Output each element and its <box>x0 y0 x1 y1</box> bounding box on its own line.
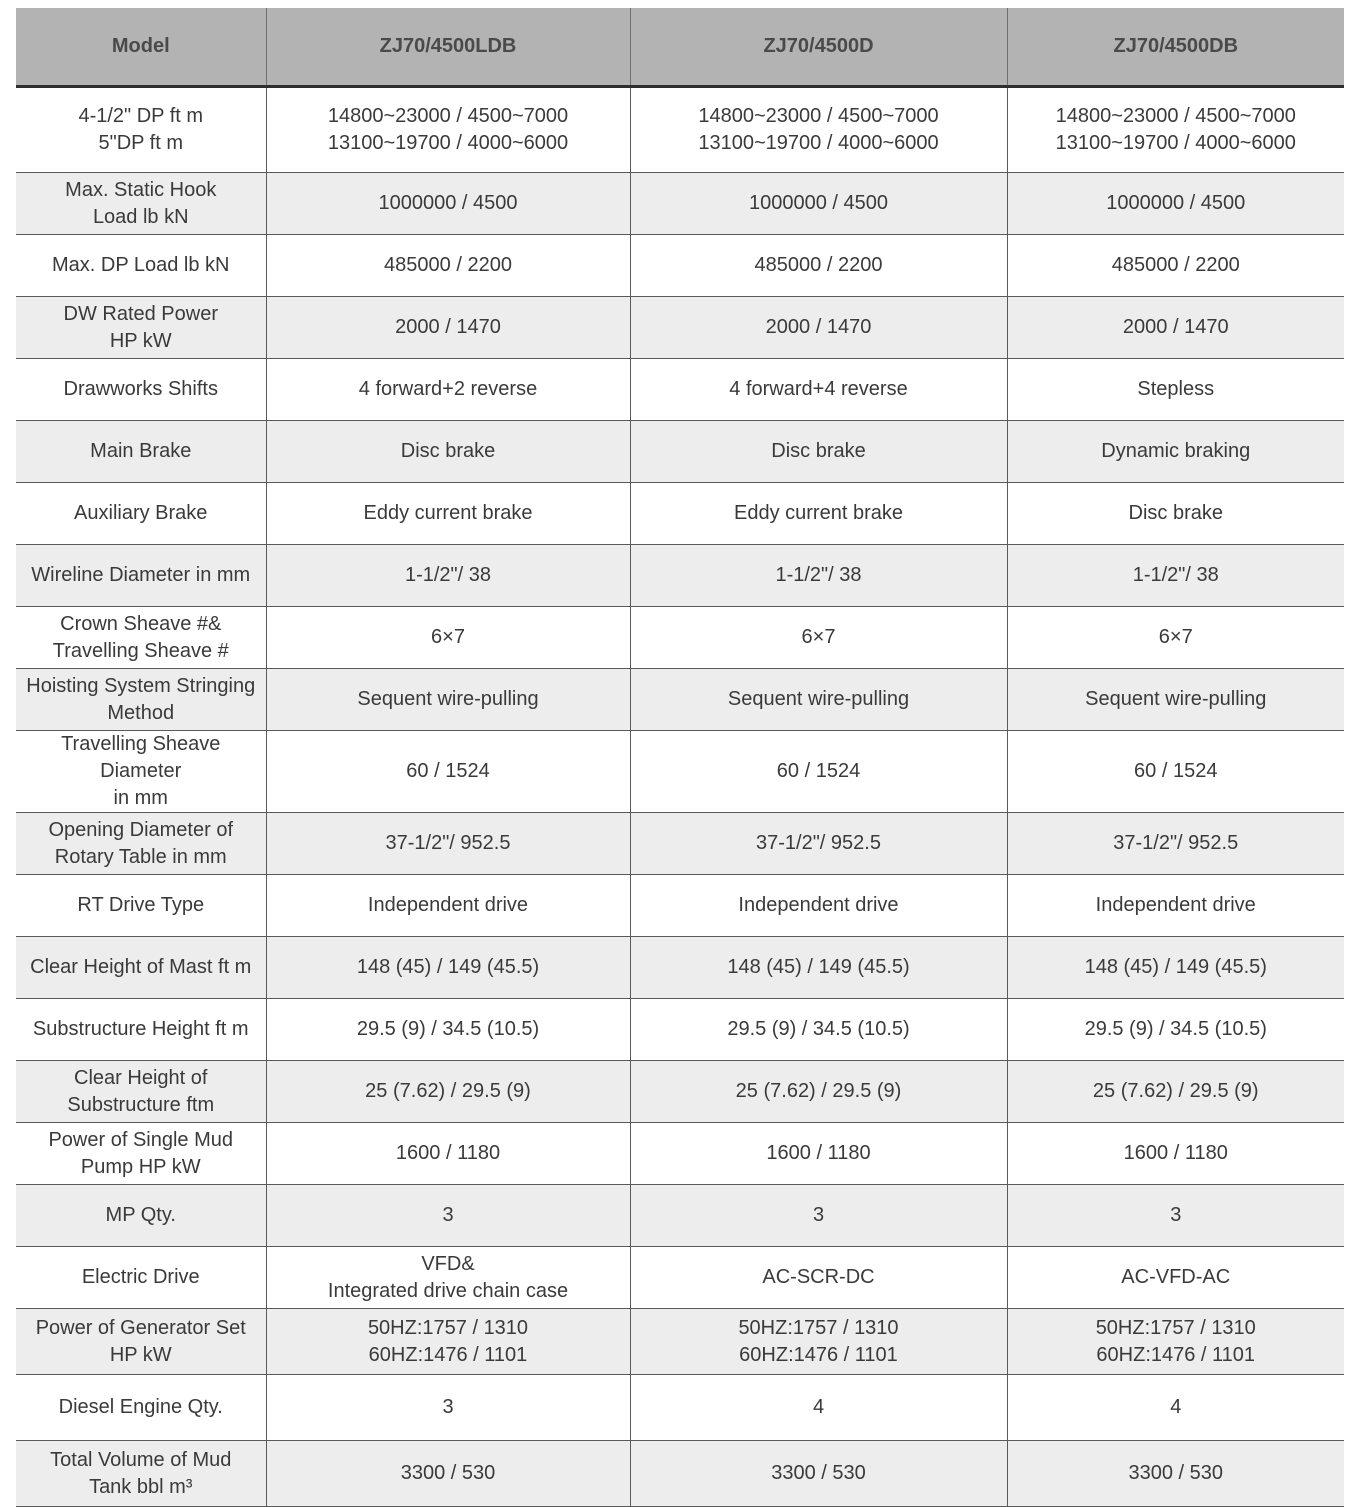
cell-zj70-4500d: Disc brake <box>630 421 1007 483</box>
cell-zj70-4500d: 50HZ:1757 / 1310 60HZ:1476 / 1101 <box>630 1309 1007 1375</box>
row-label: Main Brake <box>16 421 266 483</box>
header-zj70-4500db: ZJ70/4500DB <box>1007 8 1344 87</box>
row-label: Travelling Sheave Diameter in mm <box>16 731 266 813</box>
cell-zj70-4500db: 485000 / 2200 <box>1007 235 1344 297</box>
cell-zj70-4500d: Independent drive <box>630 875 1007 937</box>
table-row <box>16 813 1344 875</box>
table-row <box>16 483 1344 545</box>
table-row <box>16 545 1344 607</box>
cell-zj70-4500d: AC-SCR-DC <box>630 1247 1007 1309</box>
row-label: MP Qty. <box>16 1185 266 1247</box>
cell-zj70-4500d: 3300 / 530 <box>630 1441 1007 1507</box>
cell-zj70-4500db: 2000 / 1470 <box>1007 297 1344 359</box>
cell-zj70-4500ldb: 60 / 1524 <box>266 731 630 813</box>
row-label: Auxiliary Brake <box>16 483 266 545</box>
cell-zj70-4500d: 2000 / 1470 <box>630 297 1007 359</box>
cell-zj70-4500d: 14800~23000 / 4500~7000 13100~19700 / 4000~6000 <box>630 87 1007 173</box>
cell-zj70-4500ldb: 2000 / 1470 <box>266 297 630 359</box>
cell-zj70-4500ldb: 37-1/2"/ 952.5 <box>266 813 630 875</box>
table-row <box>16 297 1344 359</box>
row-label: RT Drive Type <box>16 875 266 937</box>
row-label: Power of Single Mud Pump HP kW <box>16 1123 266 1185</box>
table-header <box>16 8 1344 87</box>
cell-zj70-4500ldb: 1000000 / 4500 <box>266 173 630 235</box>
cell-zj70-4500d: 3 <box>630 1185 1007 1247</box>
cell-zj70-4500ldb: Independent drive <box>266 875 630 937</box>
cell-zj70-4500d: 1-1/2"/ 38 <box>630 545 1007 607</box>
table-row <box>16 875 1344 937</box>
row-label: DW Rated Power HP kW <box>16 297 266 359</box>
cell-zj70-4500ldb: VFD& Integrated drive chain case <box>266 1247 630 1309</box>
cell-zj70-4500db: 50HZ:1757 / 1310 60HZ:1476 / 1101 <box>1007 1309 1344 1375</box>
row-label: Substructure Height ft m <box>16 999 266 1061</box>
table-row <box>16 1247 1344 1309</box>
table-row <box>16 1441 1344 1507</box>
row-label: Wireline Diameter in mm <box>16 545 266 607</box>
cell-zj70-4500ldb: 1-1/2"/ 38 <box>266 545 630 607</box>
cell-zj70-4500d: Eddy current brake <box>630 483 1007 545</box>
cell-zj70-4500d: 148 (45) / 149 (45.5) <box>630 937 1007 999</box>
cell-zj70-4500ldb: 14800~23000 / 4500~7000 13100~19700 / 4000~6000 <box>266 87 630 173</box>
spec-table <box>16 8 1344 1507</box>
cell-zj70-4500ldb: 6×7 <box>266 607 630 669</box>
cell-zj70-4500ldb: 148 (45) / 149 (45.5) <box>266 937 630 999</box>
header-zj70-4500d: ZJ70/4500D <box>630 8 1007 87</box>
table-row <box>16 1061 1344 1123</box>
cell-zj70-4500ldb: 3 <box>266 1375 630 1441</box>
row-label: Clear Height of Substructure ftm <box>16 1061 266 1123</box>
cell-zj70-4500ldb: 4 forward+2 reverse <box>266 359 630 421</box>
cell-zj70-4500ldb: Disc brake <box>266 421 630 483</box>
cell-zj70-4500db: 14800~23000 / 4500~7000 13100~19700 / 4000~6000 <box>1007 87 1344 173</box>
cell-zj70-4500db: 1-1/2"/ 38 <box>1007 545 1344 607</box>
row-label: Clear Height of Mast ft m <box>16 937 266 999</box>
cell-zj70-4500d: 60 / 1524 <box>630 731 1007 813</box>
table-row <box>16 937 1344 999</box>
cell-zj70-4500db: 37-1/2"/ 952.5 <box>1007 813 1344 875</box>
cell-zj70-4500db: 1600 / 1180 <box>1007 1123 1344 1185</box>
cell-zj70-4500d: 29.5 (9) / 34.5 (10.5) <box>630 999 1007 1061</box>
cell-zj70-4500d: 485000 / 2200 <box>630 235 1007 297</box>
row-label: Power of Generator Set HP kW <box>16 1309 266 1375</box>
row-label: Hoisting System Stringing Method <box>16 669 266 731</box>
cell-zj70-4500db: 6×7 <box>1007 607 1344 669</box>
cell-zj70-4500db: 3300 / 530 <box>1007 1441 1344 1507</box>
table-row <box>16 669 1344 731</box>
table-row <box>16 999 1344 1061</box>
cell-zj70-4500d: 25 (7.62) / 29.5 (9) <box>630 1061 1007 1123</box>
table-row <box>16 87 1344 173</box>
cell-zj70-4500ldb: 1600 / 1180 <box>266 1123 630 1185</box>
row-label: Max. Static Hook Load lb kN <box>16 173 266 235</box>
cell-zj70-4500ldb: 25 (7.62) / 29.5 (9) <box>266 1061 630 1123</box>
header-zj70-4500ldb: ZJ70/4500LDB <box>266 8 630 87</box>
row-label: Crown Sheave #& Travelling Sheave # <box>16 607 266 669</box>
cell-zj70-4500ldb: Eddy current brake <box>266 483 630 545</box>
cell-zj70-4500db: Dynamic braking <box>1007 421 1344 483</box>
table-row <box>16 607 1344 669</box>
cell-zj70-4500db: Disc brake <box>1007 483 1344 545</box>
header-row <box>16 8 1344 87</box>
cell-zj70-4500ldb: 29.5 (9) / 34.5 (10.5) <box>266 999 630 1061</box>
cell-zj70-4500db: 1000000 / 4500 <box>1007 173 1344 235</box>
table-row <box>16 731 1344 813</box>
cell-zj70-4500db: Independent drive <box>1007 875 1344 937</box>
cell-zj70-4500db: 3 <box>1007 1185 1344 1247</box>
table-row <box>16 1309 1344 1375</box>
cell-zj70-4500d: 4 forward+4 reverse <box>630 359 1007 421</box>
table-row <box>16 359 1344 421</box>
cell-zj70-4500d: Sequent wire-pulling <box>630 669 1007 731</box>
row-label: Drawworks Shifts <box>16 359 266 421</box>
cell-zj70-4500ldb: Sequent wire-pulling <box>266 669 630 731</box>
cell-zj70-4500db: Sequent wire-pulling <box>1007 669 1344 731</box>
table-row <box>16 1185 1344 1247</box>
table-row <box>16 235 1344 297</box>
row-label: Diesel Engine Qty. <box>16 1375 266 1441</box>
row-label: Opening Diameter of Rotary Table in mm <box>16 813 266 875</box>
cell-zj70-4500d: 6×7 <box>630 607 1007 669</box>
cell-zj70-4500db: AC-VFD-AC <box>1007 1247 1344 1309</box>
cell-zj70-4500db: 4 <box>1007 1375 1344 1441</box>
header-model: Model <box>16 8 266 87</box>
cell-zj70-4500ldb: 3300 / 530 <box>266 1441 630 1507</box>
row-label: 4-1/2" DP ft m 5"DP ft m <box>16 87 266 173</box>
cell-zj70-4500d: 1000000 / 4500 <box>630 173 1007 235</box>
row-label: Max. DP Load lb kN <box>16 235 266 297</box>
cell-zj70-4500db: 29.5 (9) / 34.5 (10.5) <box>1007 999 1344 1061</box>
row-label: Total Volume of Mud Tank bbl m³ <box>16 1441 266 1507</box>
cell-zj70-4500db: 25 (7.62) / 29.5 (9) <box>1007 1061 1344 1123</box>
cell-zj70-4500ldb: 485000 / 2200 <box>266 235 630 297</box>
row-label: Electric Drive <box>16 1247 266 1309</box>
cell-zj70-4500d: 1600 / 1180 <box>630 1123 1007 1185</box>
table-row <box>16 1123 1344 1185</box>
cell-zj70-4500ldb: 50HZ:1757 / 1310 60HZ:1476 / 1101 <box>266 1309 630 1375</box>
cell-zj70-4500d: 37-1/2"/ 952.5 <box>630 813 1007 875</box>
table-row <box>16 1375 1344 1441</box>
cell-zj70-4500db: 148 (45) / 149 (45.5) <box>1007 937 1344 999</box>
table-row <box>16 421 1344 483</box>
table-body <box>16 87 1344 1507</box>
cell-zj70-4500db: Stepless <box>1007 359 1344 421</box>
table-row <box>16 173 1344 235</box>
cell-zj70-4500ldb: 3 <box>266 1185 630 1247</box>
cell-zj70-4500d: 4 <box>630 1375 1007 1441</box>
cell-zj70-4500db: 60 / 1524 <box>1007 731 1344 813</box>
